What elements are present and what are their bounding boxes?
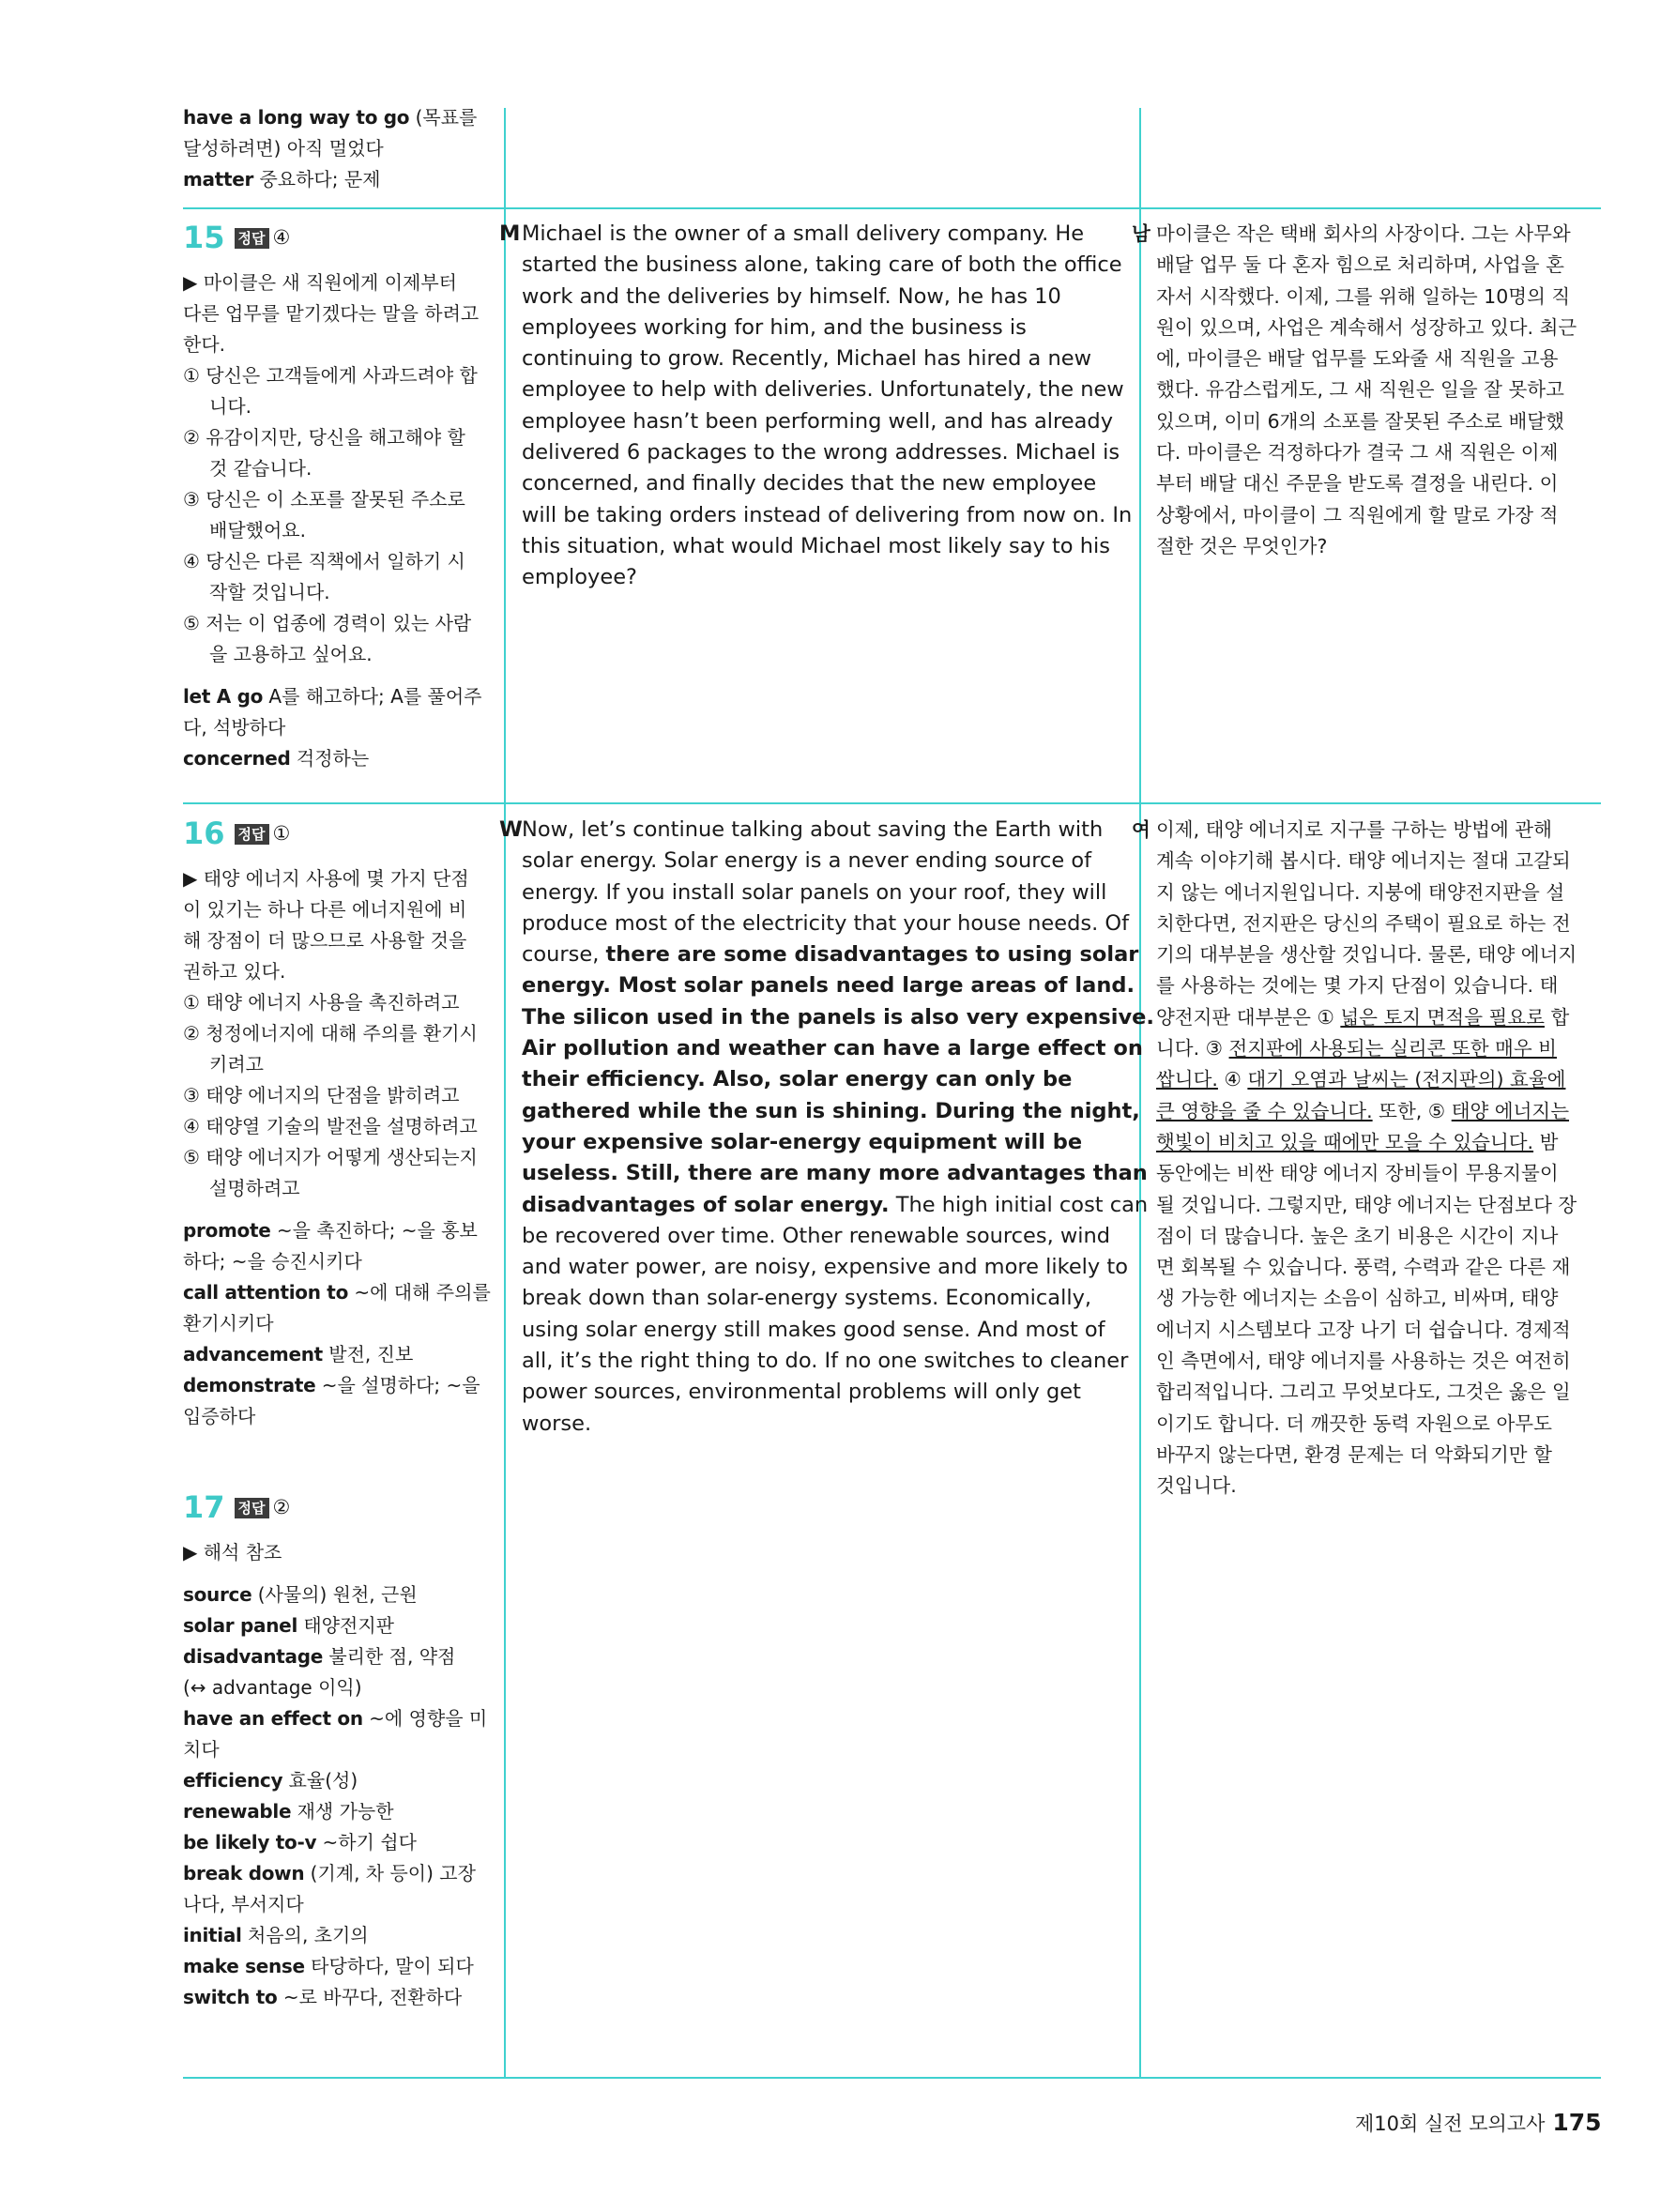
q17-explanation: 17 정답 ② ▶ 해석 참조 source (사물의) 원천, 근원 solar panel 태양전지판 disadvantage 불리한 점, 약점 (↔ advantage 이익) have an effect on ~에 영향을 미 치다 efficiency 효율(성) renewable 재생 가능한 be likely to-v ~하기 쉽다 break down (기계, 차 등이) 고장 나다, 부서지다 initial 처음의, 초기의 make sense 타당하다, 말이 되다 switch to ~로 바꾸다, 전환하다 (183, 1488, 488, 2013)
underlined-text: 대기 오염과 날씨는 (전지판의) 효율에 (1247, 1068, 1566, 1091)
text-segment: 합리적입니다. 그리고 무엇보다도, 그것은 옳은 일 (1156, 1381, 1571, 1404)
emphasis-text: energy. Most solar panels need large areas of land. (522, 973, 1135, 999)
speaker-label: 여 (1132, 818, 1150, 841)
text-segment: energy. If you install solar panels on your roof, they will (522, 879, 1107, 905)
text-line (1156, 1440, 1601, 1471)
vocab-item: matter 중요하다; 문제 (183, 168, 381, 191)
text-segment: 치한다면, 전지판은 당신의 주택이 필요로 하는 전 (1156, 911, 1571, 935)
q16-translation (1132, 815, 1601, 1503)
text-segment: 기의 대부분을 생산할 것입니다. 물론, 태양 에너지 (1156, 943, 1577, 967)
text-line (522, 1377, 1128, 1408)
text-line (1156, 1127, 1601, 1158)
column-divider-left (504, 108, 506, 2077)
text-line (522, 846, 1128, 877)
text-line (1156, 1346, 1601, 1377)
text-segment: 이제, 태양 에너지로 지구를 구하는 방법에 관해 (1156, 818, 1552, 841)
q15-heading: 15 정답 ④ (183, 220, 291, 255)
q15-translation: 남 마이클은 작은 택배 회사의 사장이다. 그는 사무와 배달 업무 둘 다 혼자 힘으로 처리하며, 사업을 혼 자서 시작했다. 이제, 그를 위해 일하는 10명의 직 원이 있으며, 사업은 계속해서 성장하고 있다. 최근 에, 마이클은 배달 업무를 도와줄 새 직원을 고용 했다. 유감스럽게도, 그 새 직원은 일을 잘 못하고 있으며, 이미 6개의 소포를 잘못된 주소로 배달했 다. 마이클은 걱정하다가 결국 그 새 직원은 이제 부터 배달 대신 주문을 받도록 결정을 내린다. 이 상황에서, 마이클이 그 직원에게 할 말로 가장 적 절한 것은 무엇인가? (1156, 219, 1601, 562)
underlined-text: 태양 에너지는 (1451, 1099, 1570, 1122)
text-line (1156, 1190, 1601, 1221)
text-line (522, 1127, 1128, 1158)
text-segment: power sources, environmental problems will only get (522, 1380, 1081, 1405)
text-line (1156, 1096, 1601, 1127)
text-segment: 를 사용하는 것에는 몇 가지 단점이 있습니다. 태 (1156, 974, 1559, 998)
text-segment: 바꾸지 않는다면, 환경 문제는 더 악화되기만 할 (1156, 1442, 1552, 1466)
answer-mark: ① (272, 822, 291, 845)
text-line (522, 1158, 1148, 1189)
page-footer (1355, 2109, 1601, 2137)
text-line (1156, 1002, 1601, 1033)
emphasis-text: Air pollution and weather can have a large effect on (522, 1036, 1143, 1061)
text-segment: 동안에는 비싼 태양 에너지 장비들이 무용지물이 (1156, 1162, 1559, 1185)
option-4: ④ 당신은 다른 직책에서 일하기 시 (183, 550, 465, 572)
top-vocab-list (183, 102, 488, 195)
text-line (522, 1409, 1128, 1440)
text-segment: ④ (1217, 1068, 1248, 1091)
text-line (522, 1346, 1128, 1377)
text-line (1156, 1409, 1601, 1440)
text-line (1156, 1283, 1601, 1314)
q16-vocab: promote ~을 촉진하다; ~을 홍보 하다; ~을 승진시키다 call attention to ~에 대해 주의를 환기시키다 advancement 발전, 진보 demonstrate ~을 설명하다; ~을 입증하다 (183, 1219, 491, 1427)
text-line (522, 1064, 1128, 1095)
text-segment: 것입니다. (1156, 1474, 1237, 1498)
q17-vocab: source (사물의) 원천, 근원 solar panel 태양전지판 disadvantage 불리한 점, 약점 (↔ advantage 이익) have an effect on ~에 영향을 미 치다 efficiency 효율(성) renewable 재생 가능한 be likely to-v ~하기 쉽다 break down (기계, 차 등이) 고장 나다, 부서지다 initial 처음의, 초기의 make sense 타당하다, 말이 되다 switch to ~로 바꾸다, 전환하다 (183, 1583, 488, 2008)
text-line (522, 1033, 1143, 1064)
option-4: ④ 태양열 기술의 발전을 설명하려고 (183, 1115, 478, 1137)
speaker-label: 남 (1132, 222, 1150, 245)
text-line (1156, 939, 1601, 970)
answer-mark: ④ (272, 226, 291, 249)
text-segment: 합 (1544, 1005, 1570, 1029)
emphasis-text: useless. Still, there are many more advantages than (522, 1161, 1148, 1186)
text-line (522, 970, 1135, 1001)
underlined-text: 전지판에 사용되는 실리콘 또한 매우 비 (1228, 1037, 1557, 1060)
text-segment: 면 회복될 수 있습니다. 풍력, 수력과 같은 다른 재 (1156, 1256, 1571, 1279)
q16-heading: 16 정답 ① (183, 816, 291, 851)
row-divider-bottom (183, 2077, 1601, 2079)
text-line (1156, 815, 1601, 846)
answer-badge: 정답 (235, 228, 269, 249)
text-line (1156, 1377, 1601, 1408)
emphasis-text: gathered while the sun is shining. During the night, (522, 1098, 1140, 1123)
emphasis-text: The silicon used in the panels is also very expensive. (522, 1004, 1154, 1030)
q15-vocab: let A go A를 해고하다; A를 풀어주 다, 석방하다 concerned 걱정하는 (183, 685, 482, 770)
text-line (522, 1190, 1149, 1221)
q16-rationale: ▶ 태양 에너지 사용에 몇 가지 단점 이 있기는 하나 다른 에너지원에 비 해 장점이 더 많으므로 사용할 것을 권하고 있다. ① 태양 에너지 사용을 촉진하려고 ② 청정에너지에 대해 주의를 환기시 키려고 ③ 태양 에너지의 단점을 밝히려고 ④ 태양열 기술의 발전을 설명하려고 ⑤ 태양 에너지가 어떻게 생산되는지 설명하려고 (183, 863, 488, 1204)
row-divider-1 (183, 207, 1601, 209)
answer-mark: ② (272, 1496, 291, 1518)
text-line (1156, 1315, 1601, 1346)
option-3: ③ 태양 에너지의 단점을 밝히려고 (183, 1084, 460, 1106)
q16-explanation (183, 815, 491, 2013)
emphasis-text: disadvantages of solar energy. (522, 1192, 890, 1217)
q15-rationale: ▶ 마이클은 새 직원에게 이제부터 다른 업무를 맡기겠다는 말을 하려고 한다. ① 당신은 고객들에게 사과드려야 합 니다. ② 유감이지만, 당신을 해고해야 할 것 같습니다. ③ 당신은 이 소포를 잘못된 주소로 배달했어요. ④ 당신은 다른 직책에서 일하기 시 작할 것입니다. ⑤ 저는 이 업종에 경력이 있는 사람 을 고용하고 싶어요. (183, 267, 488, 670)
q16-script (499, 815, 1154, 1440)
text-segment: 밤 (1533, 1130, 1559, 1153)
emphasis-text: there are some disadvantages to using solar (605, 942, 1139, 968)
text-segment: using solar energy still makes good sense. And most of (522, 1317, 1105, 1342)
q15-explanation (183, 219, 488, 774)
q17-heading: 17 정답 ② (183, 1489, 291, 1525)
text-segment: 양전지판 대부분은 ① (1156, 1005, 1341, 1029)
option-1: ① 태양 에너지 사용을 촉진하려고 (183, 991, 460, 1014)
answer-badge: 정답 (235, 824, 269, 845)
text-segment: be recovered over time. Other renewable sources, wind (522, 1223, 1111, 1248)
underlined-text: 쌉니다. (1156, 1068, 1218, 1091)
option-2: ② 유감이지만, 당신을 해고해야 할 (183, 426, 465, 449)
text-line (1156, 877, 1601, 908)
text-line (1156, 908, 1601, 939)
row-divider-2 (183, 802, 1601, 804)
text-line (522, 1283, 1128, 1314)
q16-script-lines (522, 815, 1154, 1440)
text-line (1156, 1033, 1601, 1064)
text-line (1156, 846, 1601, 877)
option-5: ⑤ 저는 이 업종에 경력이 있는 사람 (183, 612, 472, 634)
text-segment: 될 것입니다. 그렇지만, 태양 에너지는 단점보다 장 (1156, 1193, 1577, 1216)
option-2: ② 청정에너지에 대해 주의를 환기시 (183, 1022, 478, 1045)
text-line (1156, 1158, 1601, 1189)
text-segment: 이기도 합니다. 더 깨끗한 동력 자원으로 아무도 (1156, 1411, 1552, 1435)
text-line (522, 1315, 1128, 1346)
text-line (1156, 1252, 1601, 1283)
text-line (522, 1002, 1154, 1033)
text-line (1156, 1471, 1601, 1502)
text-line (522, 1252, 1128, 1283)
vocab-item: 달성하려면) 아직 멀었다 (183, 137, 384, 160)
page-number: 175 (1552, 2109, 1602, 2136)
text-segment: 에너지 시스템보다 고장 나기 더 쉽습니다. 경제적 (1156, 1318, 1571, 1341)
exam-title: 제10회 실전 모의고사 (1355, 2113, 1546, 2135)
q15-script: M Michael is the owner of a small delivery company. He started the business alone, taking care of both the office work and the deliveries by himself. Now, he has 10 employees working for him, and the business is continuing to grow. Recently, Michael has hired a new employee to help with deliveries. Unfortunately, the new employee hasn’t been performing well, and has already delivered 6 packages to the wrong addresses. Michael is concerned, and finally decides that the new employee will be taking orders instead of delivering from now on. In this situation, what would Michael most likely say to his employee? (522, 219, 1128, 594)
column-divider-right (1139, 108, 1141, 2077)
q16-translation-lines (1156, 815, 1601, 1503)
text-segment: 생 가능한 에너지는 소음이 심하고, 비싸며, 태양 (1156, 1287, 1559, 1310)
speaker-label: M (499, 221, 521, 246)
text-segment: and water power, are noisy, expensive and more likely to (522, 1255, 1128, 1280)
text-segment: course, (522, 942, 606, 968)
text-line (1156, 1064, 1601, 1095)
text-segment: Now, let’s continue talking about saving the Earth with (522, 817, 1104, 842)
text-segment: produce most of the electricity that your house needs. Of (522, 910, 1130, 936)
text-line (1156, 1221, 1601, 1252)
text-segment: 계속 이야기해 봅시다. 태양 에너지는 절대 고갈되 (1156, 849, 1571, 873)
text-line (522, 939, 1139, 970)
text-segment: break down than solar-energy systems. Economically, (522, 1286, 1092, 1311)
emphasis-text: your expensive solar-energy equipment will be (522, 1129, 1083, 1154)
option-5: ⑤ 태양 에너지가 어떻게 생산되는지 (183, 1146, 478, 1168)
text-segment: 인 측면에서, 태양 에너지를 사용하는 것은 여전히 (1156, 1350, 1571, 1373)
answer-badge: 정답 (235, 1498, 269, 1518)
text-segment: worse. (522, 1411, 592, 1436)
text-segment: The high initial cost can (889, 1192, 1149, 1217)
underlined-text: 큰 영향을 줄 수 있습니다. (1156, 1099, 1373, 1122)
text-segment: 점이 더 많습니다. 높은 초기 비용은 시간이 지나 (1156, 1224, 1559, 1247)
text-segment: all, it’s the right thing to do. If no one switches to cleaner (522, 1349, 1129, 1374)
text-segment: 또한, ⑤ (1372, 1099, 1452, 1122)
text-line (522, 908, 1128, 939)
underlined-text: 햇빛이 비치고 있을 때에만 모을 수 있습니다. (1156, 1130, 1534, 1153)
text-line (522, 815, 1128, 846)
underlined-text: 넓은 토지 면적을 필요로 (1340, 1005, 1545, 1029)
emphasis-text: their efficiency. Also, solar energy can only be (522, 1067, 1073, 1092)
text-line (522, 877, 1128, 908)
option-1: ① 당신은 고객들에게 사과드려야 합 (183, 364, 478, 387)
vocab-item: have a long way to go (목표를 (183, 106, 478, 129)
option-3: ③ 당신은 이 소포를 잘못된 주소로 (183, 488, 465, 511)
speaker-label: W (499, 817, 523, 842)
text-segment: 니다. ③ (1156, 1037, 1229, 1060)
text-line (522, 1096, 1140, 1127)
text-segment: solar energy. Solar energy is a never ending source of (522, 848, 1092, 874)
text-segment: 지 않는 에너지원입니다. 지붕에 태양전지판을 설 (1156, 880, 1565, 904)
text-line (1156, 970, 1601, 1001)
text-line (522, 1221, 1128, 1252)
